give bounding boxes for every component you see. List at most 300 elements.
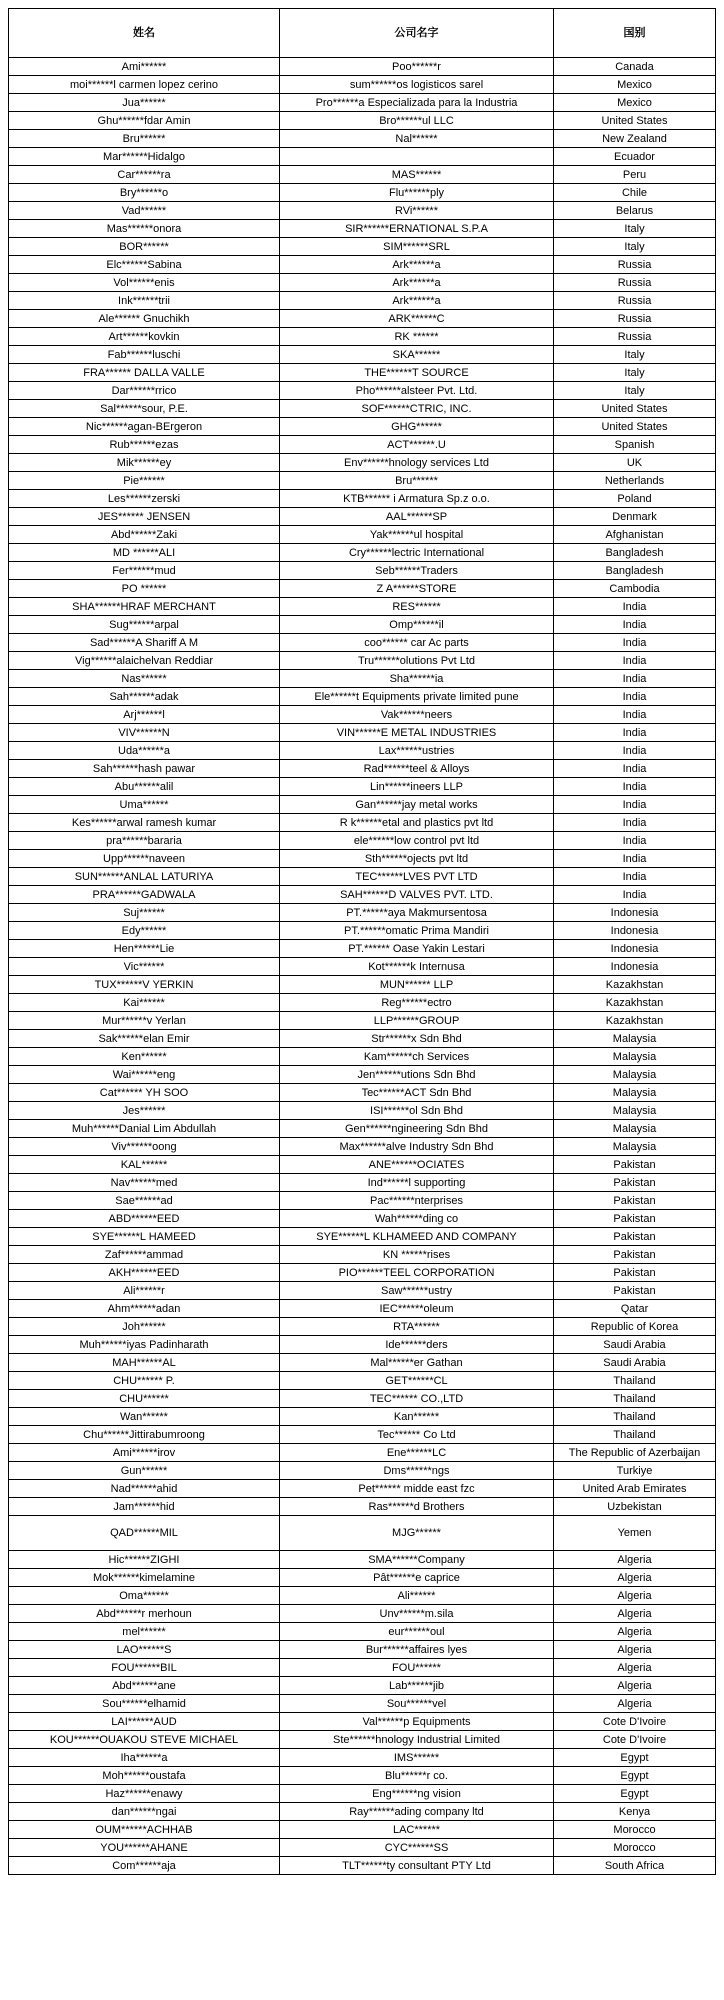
table-row xyxy=(9,904,716,922)
cell-company: Bro******ul LLC xyxy=(280,112,554,130)
cell-country: Algeria xyxy=(554,1605,716,1623)
table-row xyxy=(9,1066,716,1084)
cell-company: Bru****** xyxy=(280,472,554,490)
table-row xyxy=(9,76,716,94)
cell-company: Gan******jay metal works xyxy=(280,796,554,814)
cell-name: Sak******elan Emir xyxy=(9,1030,280,1048)
table-row xyxy=(9,1102,716,1120)
cell-name: Sah******hash pawar xyxy=(9,760,280,778)
cell-name: Mur******v Yerlan xyxy=(9,1012,280,1030)
table-row xyxy=(9,274,716,292)
cell-country: Algeria xyxy=(554,1677,716,1695)
cell-company: Pet****** midde east fzc xyxy=(280,1480,554,1498)
cell-company: Val******p Equipments xyxy=(280,1713,554,1731)
cell-name: Viv******oong xyxy=(9,1138,280,1156)
cell-company: Poo******r xyxy=(280,58,554,76)
table-row xyxy=(9,580,716,598)
cell-company: Pac******nterprises xyxy=(280,1192,554,1210)
cell-name: Ink******trii xyxy=(9,292,280,310)
cell-country: Pakistan xyxy=(554,1282,716,1300)
cell-country: Russia xyxy=(554,274,716,292)
table-row xyxy=(9,112,716,130)
table-row xyxy=(9,832,716,850)
cell-company: IMS****** xyxy=(280,1749,554,1767)
cell-name: QAD******MIL xyxy=(9,1516,280,1551)
cell-country: Malaysia xyxy=(554,1048,716,1066)
table-row xyxy=(9,778,716,796)
cell-country: Algeria xyxy=(554,1587,716,1605)
table-row xyxy=(9,1749,716,1767)
cell-name: Muh******Danial Lim Abdullah xyxy=(9,1120,280,1138)
table-row xyxy=(9,976,716,994)
cell-country: Indonesia xyxy=(554,904,716,922)
cell-name: Ami******irov xyxy=(9,1444,280,1462)
cell-country: Algeria xyxy=(554,1623,716,1641)
table-row xyxy=(9,1336,716,1354)
table-row xyxy=(9,1677,716,1695)
table-row xyxy=(9,1426,716,1444)
cell-company: RTA****** xyxy=(280,1318,554,1336)
cell-name: Joh****** xyxy=(9,1318,280,1336)
cell-company: Kot******k Internusa xyxy=(280,958,554,976)
cell-company: Reg******ectro xyxy=(280,994,554,1012)
cell-country: Algeria xyxy=(554,1551,716,1569)
cell-company: Ele******t Equipments private limited pune xyxy=(280,688,554,706)
cell-name: MD ******ALI xyxy=(9,544,280,562)
cell-country: Kenya xyxy=(554,1803,716,1821)
cell-company: TEC******LVES PVT LTD xyxy=(280,868,554,886)
cell-country: Malaysia xyxy=(554,1138,716,1156)
cell-country: Pakistan xyxy=(554,1174,716,1192)
table-row xyxy=(9,1228,716,1246)
cell-company: SIM******SRL xyxy=(280,238,554,256)
cell-company: Kam******ch Services xyxy=(280,1048,554,1066)
cell-country: Russia xyxy=(554,310,716,328)
table-row xyxy=(9,1785,716,1803)
cell-country: Afghanistan xyxy=(554,526,716,544)
cell-country: Italy xyxy=(554,220,716,238)
cell-country: Kazakhstan xyxy=(554,1012,716,1030)
cell-company: Ark******a xyxy=(280,274,554,292)
table-row xyxy=(9,1587,716,1605)
cell-company: THE******T SOURCE xyxy=(280,364,554,382)
cell-country: Malaysia xyxy=(554,1120,716,1138)
table-row xyxy=(9,886,716,904)
cell-country: United States xyxy=(554,400,716,418)
cell-company: KTB****** i Armatura Sp.z o.o. xyxy=(280,490,554,508)
table-row xyxy=(9,472,716,490)
cell-name: Muh******iyas Padinharath xyxy=(9,1336,280,1354)
cell-company: KN ******rises xyxy=(280,1246,554,1264)
table-row xyxy=(9,1857,716,1875)
cell-name: Uma****** xyxy=(9,796,280,814)
cell-company: Z A******STORE xyxy=(280,580,554,598)
table-row xyxy=(9,1839,716,1857)
cell-name: Mik******ey xyxy=(9,454,280,472)
cell-name: KAL****** xyxy=(9,1156,280,1174)
cell-name: LAI******AUD xyxy=(9,1713,280,1731)
cell-country: Italy xyxy=(554,238,716,256)
table-row xyxy=(9,1480,716,1498)
cell-country: Malaysia xyxy=(554,1102,716,1120)
table-row xyxy=(9,1156,716,1174)
cell-country: Mexico xyxy=(554,76,716,94)
cell-company: TLT******ty consultant PTY Ltd xyxy=(280,1857,554,1875)
table-row xyxy=(9,364,716,382)
cell-country: Ecuador xyxy=(554,148,716,166)
cell-name: Abu******alil xyxy=(9,778,280,796)
table-row xyxy=(9,238,716,256)
cell-country: Cote D'Ivoire xyxy=(554,1713,716,1731)
cell-name: OUM******ACHHAB xyxy=(9,1821,280,1839)
cell-name: Gun****** xyxy=(9,1462,280,1480)
cell-country: Peru xyxy=(554,166,716,184)
table-row xyxy=(9,1444,716,1462)
cell-name: Hen******Lie xyxy=(9,940,280,958)
customer-table xyxy=(8,8,716,1875)
cell-company: Ene******LC xyxy=(280,1444,554,1462)
table-row xyxy=(9,1318,716,1336)
cell-name: Wai******eng xyxy=(9,1066,280,1084)
table-row xyxy=(9,526,716,544)
cell-company: Unv******m.sila xyxy=(280,1605,554,1623)
cell-country: Pakistan xyxy=(554,1228,716,1246)
cell-name: Kes******arwal ramesh kumar xyxy=(9,814,280,832)
cell-company: Saw******ustry xyxy=(280,1282,554,1300)
table-row xyxy=(9,760,716,778)
cell-country: Poland xyxy=(554,490,716,508)
table-row xyxy=(9,382,716,400)
cell-country: Russia xyxy=(554,256,716,274)
cell-name: pra******bararia xyxy=(9,832,280,850)
cell-country: Belarus xyxy=(554,202,716,220)
cell-name: Arj******l xyxy=(9,706,280,724)
cell-company: FOU****** xyxy=(280,1659,554,1677)
cell-company: Ras******d Brothers xyxy=(280,1498,554,1516)
table-row xyxy=(9,742,716,760)
cell-name: Pie****** xyxy=(9,472,280,490)
cell-country: South Africa xyxy=(554,1857,716,1875)
cell-name: SUN******ANLAL LATURIYA xyxy=(9,868,280,886)
cell-company: ARK******C xyxy=(280,310,554,328)
cell-country: India xyxy=(554,706,716,724)
cell-company: Rad******teel & Alloys xyxy=(280,760,554,778)
cell-company: RVi****** xyxy=(280,202,554,220)
cell-company: Flu******ply xyxy=(280,184,554,202)
cell-company: Omp******il xyxy=(280,616,554,634)
cell-name: Mas******onora xyxy=(9,220,280,238)
cell-company: MAS****** xyxy=(280,166,554,184)
cell-country: Spanish xyxy=(554,436,716,454)
cell-name: Hic******ZIGHI xyxy=(9,1551,280,1569)
table-row xyxy=(9,1210,716,1228)
table-row xyxy=(9,616,716,634)
cell-company: Sha******ia xyxy=(280,670,554,688)
cell-country: Morocco xyxy=(554,1839,716,1857)
cell-company: Str******x Sdn Bhd xyxy=(280,1030,554,1048)
cell-name: CHU****** xyxy=(9,1390,280,1408)
cell-company: coo****** car Ac parts xyxy=(280,634,554,652)
cell-country: Thailand xyxy=(554,1372,716,1390)
cell-company xyxy=(280,148,554,166)
cell-company: SKA****** xyxy=(280,346,554,364)
cell-company: ANE******OCIATES xyxy=(280,1156,554,1174)
cell-country: Algeria xyxy=(554,1695,716,1713)
table-row xyxy=(9,94,716,112)
cell-company: Bur******affaires lyes xyxy=(280,1641,554,1659)
table-row xyxy=(9,310,716,328)
cell-country: India xyxy=(554,652,716,670)
cell-country: India xyxy=(554,850,716,868)
table-row xyxy=(9,1372,716,1390)
cell-name: Moh******oustafa xyxy=(9,1767,280,1785)
cell-country: India xyxy=(554,886,716,904)
cell-name: FRA****** DALLA VALLE xyxy=(9,364,280,382)
cell-company: TEC****** CO.,LTD xyxy=(280,1390,554,1408)
table-row xyxy=(9,1048,716,1066)
cell-name: VIV******N xyxy=(9,724,280,742)
cell-name: Oma****** xyxy=(9,1587,280,1605)
cell-name: KOU******OUAKOU STEVE MICHAEL xyxy=(9,1731,280,1749)
table-row xyxy=(9,850,716,868)
cell-name: TUX******V YERKIN xyxy=(9,976,280,994)
table-row xyxy=(9,1462,716,1480)
table-row xyxy=(9,418,716,436)
cell-company: sum******os logisticos sarel xyxy=(280,76,554,94)
cell-country: Yemen xyxy=(554,1516,716,1551)
cell-company: PIO******TEEL CORPORATION xyxy=(280,1264,554,1282)
cell-company: Nal****** xyxy=(280,130,554,148)
table-row xyxy=(9,1623,716,1641)
cell-company: PT.******aya Makmursentosa xyxy=(280,904,554,922)
cell-name: Ahm******adan xyxy=(9,1300,280,1318)
cell-name: Fer******mud xyxy=(9,562,280,580)
cell-name: Ken****** xyxy=(9,1048,280,1066)
cell-company: Pro******a Especializada para la Industria xyxy=(280,94,554,112)
cell-country: Kazakhstan xyxy=(554,976,716,994)
table-row xyxy=(9,202,716,220)
cell-company: Wah******ding co xyxy=(280,1210,554,1228)
cell-name: Edy****** xyxy=(9,922,280,940)
table-row xyxy=(9,166,716,184)
cell-name: Fab******luschi xyxy=(9,346,280,364)
table-row xyxy=(9,184,716,202)
cell-country: Bangladesh xyxy=(554,562,716,580)
cell-country: Italy xyxy=(554,346,716,364)
cell-name: Cat****** YH SOO xyxy=(9,1084,280,1102)
cell-company: Pât******e caprice xyxy=(280,1569,554,1587)
cell-name: Nas****** xyxy=(9,670,280,688)
table-row xyxy=(9,688,716,706)
table-row xyxy=(9,508,716,526)
cell-company: Tec****** Co Ltd xyxy=(280,1426,554,1444)
cell-country: India xyxy=(554,688,716,706)
cell-name: Zaf******ammad xyxy=(9,1246,280,1264)
table-row xyxy=(9,1551,716,1569)
table-row xyxy=(9,994,716,1012)
cell-name: Suj****** xyxy=(9,904,280,922)
cell-company: R k******etal and plastics pvt ltd xyxy=(280,814,554,832)
table-row xyxy=(9,796,716,814)
cell-company: Ark******a xyxy=(280,292,554,310)
cell-company: Sou******vel xyxy=(280,1695,554,1713)
cell-name: Bry******o xyxy=(9,184,280,202)
cell-name: PRA******GADWALA xyxy=(9,886,280,904)
cell-name: Chu******Jittirabumroong xyxy=(9,1426,280,1444)
cell-country: Algeria xyxy=(554,1569,716,1587)
cell-company: PT.******omatic Prima Mandiri xyxy=(280,922,554,940)
cell-company: LLP******GROUP xyxy=(280,1012,554,1030)
cell-company: Eng******ng vision xyxy=(280,1785,554,1803)
cell-name: BOR****** xyxy=(9,238,280,256)
cell-company: Seb******Traders xyxy=(280,562,554,580)
cell-country: United Arab Emirates xyxy=(554,1480,716,1498)
cell-company: Ark******a xyxy=(280,256,554,274)
cell-company: Gen******ngineering Sdn Bhd xyxy=(280,1120,554,1138)
cell-company: Kan****** xyxy=(280,1408,554,1426)
cell-country: Russia xyxy=(554,292,716,310)
cell-name: Nav******med xyxy=(9,1174,280,1192)
cell-country: United States xyxy=(554,112,716,130)
table-row xyxy=(9,652,716,670)
table-row xyxy=(9,1246,716,1264)
cell-country: Saudi Arabia xyxy=(554,1336,716,1354)
table-row xyxy=(9,1390,716,1408)
cell-country: Indonesia xyxy=(554,958,716,976)
cell-country: Pakistan xyxy=(554,1210,716,1228)
cell-company: MJG****** xyxy=(280,1516,554,1551)
cell-country: Italy xyxy=(554,364,716,382)
cell-company: ele******low control pvt ltd xyxy=(280,832,554,850)
cell-name: Ali******r xyxy=(9,1282,280,1300)
cell-name: Abd******r merhoun xyxy=(9,1605,280,1623)
cell-company: Ste******hnology Industrial Limited xyxy=(280,1731,554,1749)
cell-company: Ide******ders xyxy=(280,1336,554,1354)
table-row xyxy=(9,544,716,562)
table-row xyxy=(9,958,716,976)
cell-company: Cry******lectric International xyxy=(280,544,554,562)
cell-country: Bangladesh xyxy=(554,544,716,562)
cell-company: ISI******ol Sdn Bhd xyxy=(280,1102,554,1120)
table-row xyxy=(9,1659,716,1677)
table-row xyxy=(9,148,716,166)
cell-company: Vak******neers xyxy=(280,706,554,724)
cell-country: Morocco xyxy=(554,1821,716,1839)
table-row xyxy=(9,256,716,274)
cell-name: Abd******Zaki xyxy=(9,526,280,544)
cell-name: Jes****** xyxy=(9,1102,280,1120)
cell-name: Haz******enawy xyxy=(9,1785,280,1803)
cell-country: Chile xyxy=(554,184,716,202)
cell-country: Thailand xyxy=(554,1390,716,1408)
table-row xyxy=(9,670,716,688)
table-row xyxy=(9,922,716,940)
table-row xyxy=(9,1641,716,1659)
table-row xyxy=(9,1516,716,1551)
cell-name: Car******ra xyxy=(9,166,280,184)
cell-country: India xyxy=(554,814,716,832)
cell-name: JES****** JENSEN xyxy=(9,508,280,526)
cell-country: India xyxy=(554,778,716,796)
table-row xyxy=(9,436,716,454)
table-row xyxy=(9,220,716,238)
cell-country: Indonesia xyxy=(554,922,716,940)
cell-name: SHA******HRAF MERCHANT xyxy=(9,598,280,616)
cell-name: MAH******AL xyxy=(9,1354,280,1372)
cell-country: India xyxy=(554,742,716,760)
cell-country: Pakistan xyxy=(554,1246,716,1264)
cell-company: Lab******jib xyxy=(280,1677,554,1695)
cell-company: IEC******oleum xyxy=(280,1300,554,1318)
cell-company: Mal******er Gathan xyxy=(280,1354,554,1372)
cell-company: Sth******ojects pvt ltd xyxy=(280,850,554,868)
cell-country: Mexico xyxy=(554,94,716,112)
table-row xyxy=(9,562,716,580)
cell-country: Egypt xyxy=(554,1767,716,1785)
cell-company: AAL******SP xyxy=(280,508,554,526)
cell-company: Tru******olutions Pvt Ltd xyxy=(280,652,554,670)
cell-company: GET******CL xyxy=(280,1372,554,1390)
cell-country: Russia xyxy=(554,328,716,346)
cell-name: Ale****** Gnuchikh xyxy=(9,310,280,328)
table-row xyxy=(9,940,716,958)
cell-name: ABD******EED xyxy=(9,1210,280,1228)
cell-company: eur******oul xyxy=(280,1623,554,1641)
cell-company: Jen******utions Sdn Bhd xyxy=(280,1066,554,1084)
header-country: 国别 xyxy=(554,9,716,58)
header-company: 公司名字 xyxy=(280,9,554,58)
cell-name: Abd******ane xyxy=(9,1677,280,1695)
cell-country: India xyxy=(554,724,716,742)
cell-company: Lax******ustries xyxy=(280,742,554,760)
table-row xyxy=(9,1138,716,1156)
table-row xyxy=(9,1803,716,1821)
table-row xyxy=(9,1120,716,1138)
table-row xyxy=(9,1498,716,1516)
cell-country: Indonesia xyxy=(554,940,716,958)
table-row xyxy=(9,634,716,652)
cell-country: Netherlands xyxy=(554,472,716,490)
cell-name: SYE******L HAMEED xyxy=(9,1228,280,1246)
cell-country: Italy xyxy=(554,382,716,400)
cell-name: Jam******hid xyxy=(9,1498,280,1516)
cell-name: Elc******Sabina xyxy=(9,256,280,274)
cell-company: SMA******Company xyxy=(280,1551,554,1569)
cell-company: SIR******ERNATIONAL S.P.A xyxy=(280,220,554,238)
cell-country: Algeria xyxy=(554,1659,716,1677)
cell-country: Malaysia xyxy=(554,1030,716,1048)
cell-name: Les******zerski xyxy=(9,490,280,508)
table-row xyxy=(9,1300,716,1318)
cell-name: Iha******a xyxy=(9,1749,280,1767)
cell-name: LAO******S xyxy=(9,1641,280,1659)
cell-country: India xyxy=(554,796,716,814)
table-row xyxy=(9,598,716,616)
cell-country: Uzbekistan xyxy=(554,1498,716,1516)
table-row xyxy=(9,1012,716,1030)
cell-name: Ghu******fdar Amin xyxy=(9,112,280,130)
table-row xyxy=(9,130,716,148)
header-name: 姓名 xyxy=(9,9,280,58)
cell-country: Saudi Arabia xyxy=(554,1354,716,1372)
cell-company: LAC****** xyxy=(280,1821,554,1839)
table-row xyxy=(9,724,716,742)
cell-name: Bru****** xyxy=(9,130,280,148)
cell-name: Nad******ahid xyxy=(9,1480,280,1498)
cell-company: Ali****** xyxy=(280,1587,554,1605)
cell-name: YOU******AHANE xyxy=(9,1839,280,1857)
cell-name: Mar******Hidalgo xyxy=(9,148,280,166)
